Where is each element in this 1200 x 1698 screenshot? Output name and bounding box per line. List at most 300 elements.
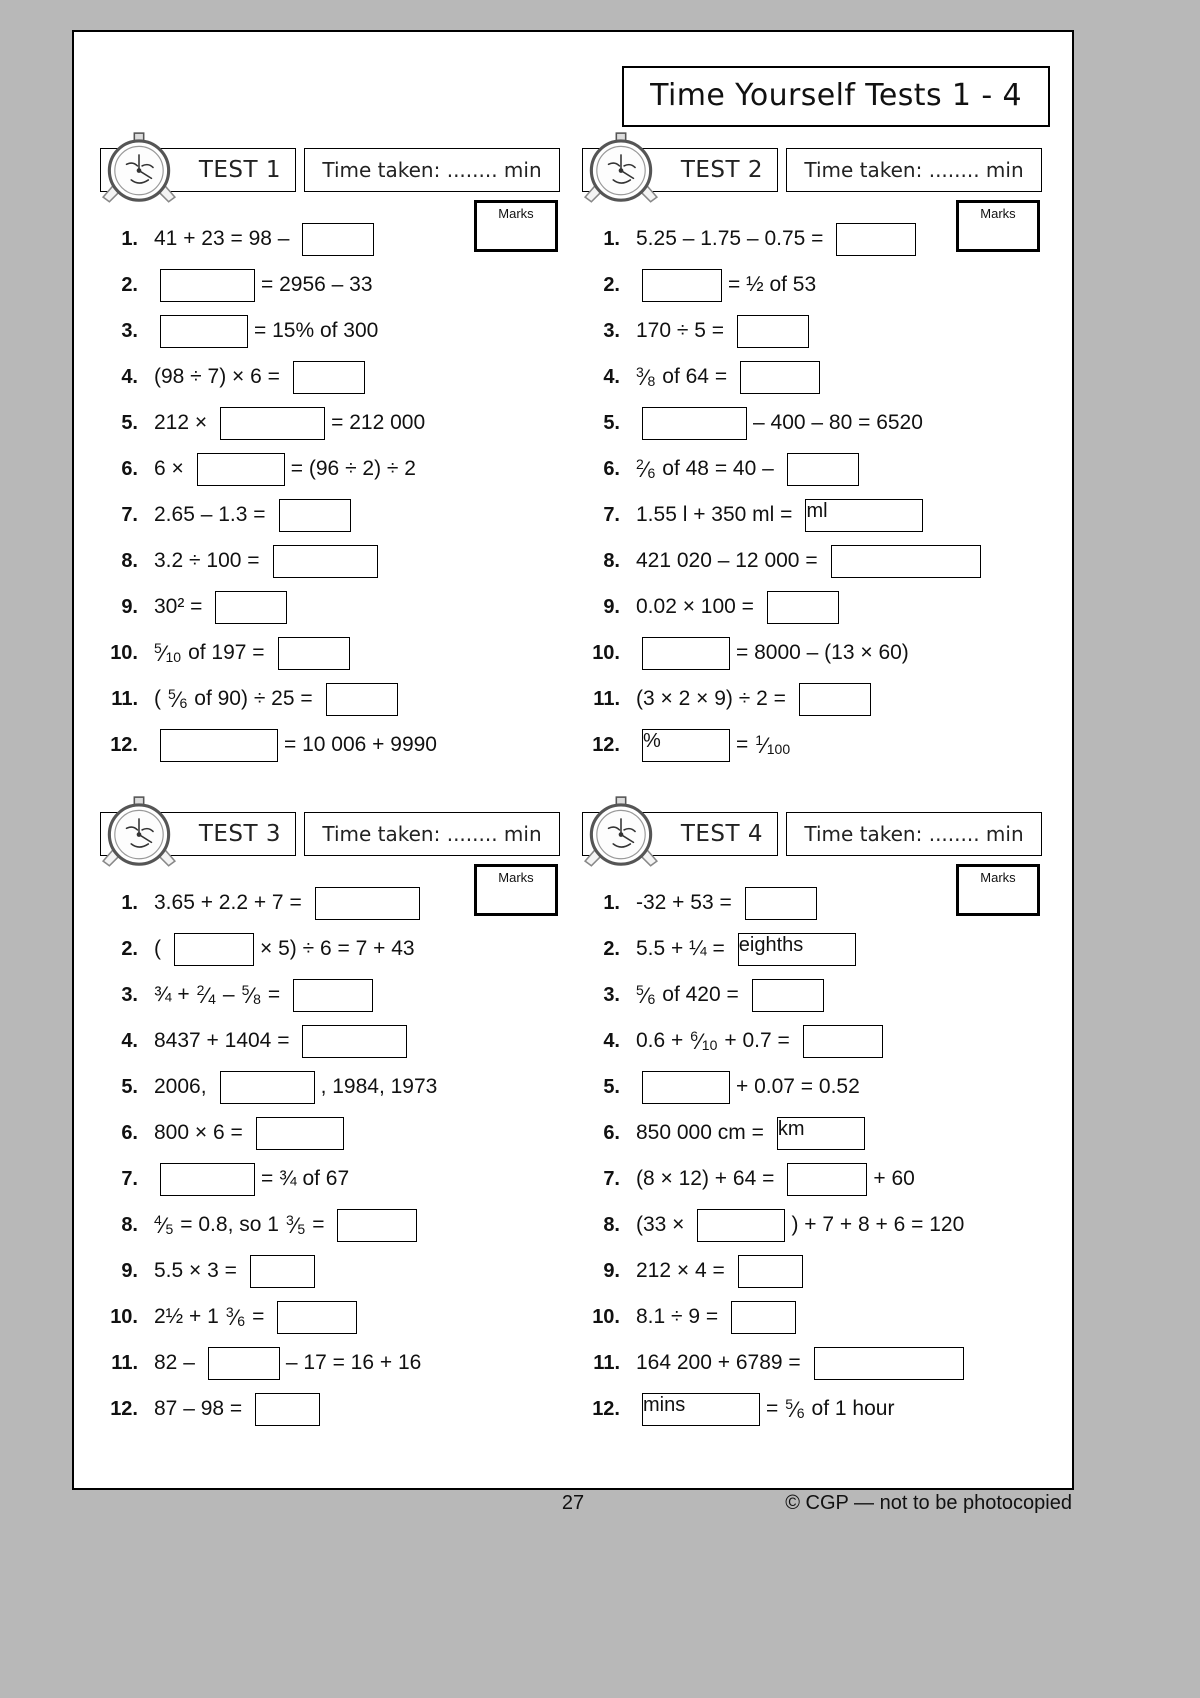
question-number: 1. — [121, 891, 138, 914]
question-row — [576, 1340, 1046, 1386]
question-row — [94, 216, 564, 262]
question-number: 10. — [592, 641, 620, 664]
answer-box[interactable] — [255, 1393, 320, 1426]
fraction — [690, 1029, 717, 1053]
fraction-slash: ⁄ — [643, 983, 648, 1008]
fraction-numerator: 5 — [241, 982, 250, 998]
question-row — [576, 1110, 1046, 1156]
answer-box[interactable] — [737, 315, 809, 348]
marks-label: Marks — [980, 206, 1016, 221]
fraction-slash: ⁄ — [161, 641, 166, 666]
answer-box[interactable] — [745, 887, 817, 920]
question-row — [94, 584, 564, 630]
question-text: = — [766, 1397, 779, 1420]
question-text: of 420 = — [662, 983, 739, 1006]
question-body — [636, 1347, 970, 1380]
fraction-slash: ⁄ — [204, 983, 209, 1008]
question-row — [576, 1064, 1046, 1110]
question-text: = ½ of 53 — [728, 273, 817, 296]
answer-box[interactable]: mins — [642, 1393, 760, 1426]
question-number: 4. — [121, 1029, 138, 1052]
test-header — [94, 140, 564, 198]
test-block-2 — [576, 140, 1046, 758]
question-text: 212 × — [154, 411, 208, 434]
question-text: 164 200 + 6789 = — [636, 1351, 801, 1374]
question-body — [154, 315, 385, 348]
question-number: 12. — [110, 733, 138, 756]
fraction-numerator: 3 — [636, 364, 644, 380]
answer-box[interactable] — [642, 407, 747, 440]
question-body — [636, 223, 922, 256]
question-body — [636, 637, 916, 670]
question-number: 11. — [111, 687, 138, 710]
question-row — [94, 1340, 564, 1386]
question-text: + 0.07 = 0.52 — [736, 1075, 860, 1098]
answer-box[interactable] — [220, 407, 325, 440]
fraction-denominator: 6 — [179, 695, 188, 711]
question-text: 82 – — [154, 1351, 195, 1374]
marks-label: Marks — [498, 206, 534, 221]
question-body — [636, 315, 815, 348]
question-text: = — [736, 733, 749, 756]
question-text: (33 × — [636, 1213, 685, 1236]
question-text: 212 × 4 = — [636, 1259, 725, 1282]
question-text: = — [312, 1213, 325, 1236]
question-text: 5.5 + ¼ = — [636, 937, 725, 960]
question-body — [636, 1255, 809, 1288]
fraction — [154, 1213, 173, 1237]
question-row — [94, 492, 564, 538]
question-number: 10. — [110, 641, 138, 664]
fraction-denominator: 8 — [647, 373, 656, 389]
test-name-label: TEST 4 — [680, 821, 763, 847]
question-row — [94, 262, 564, 308]
question-text: + 60 — [873, 1167, 915, 1190]
question-number: 5. — [603, 1075, 620, 1098]
question-row — [94, 972, 564, 1018]
fraction-numerator: 4 — [154, 1212, 162, 1228]
answer-box[interactable] — [302, 223, 374, 256]
answer-box[interactable] — [315, 887, 420, 920]
question-body — [154, 887, 426, 920]
test-header — [94, 804, 564, 862]
question-number: 1. — [603, 891, 620, 914]
answer-box[interactable] — [738, 1255, 803, 1288]
question-row — [576, 1202, 1046, 1248]
question-row — [94, 1248, 564, 1294]
question-row — [94, 354, 564, 400]
question-text: = (96 ÷ 2) ÷ 2 — [290, 457, 416, 480]
question-row — [94, 1110, 564, 1156]
time-taken-box[interactable] — [304, 812, 560, 856]
question-body — [154, 1071, 444, 1104]
time-taken-box[interactable] — [786, 812, 1042, 856]
answer-box[interactable] — [174, 933, 254, 966]
answer-box[interactable] — [278, 637, 350, 670]
question-row — [94, 538, 564, 584]
answer-box[interactable] — [337, 1209, 417, 1242]
answer-box[interactable] — [752, 979, 824, 1012]
question-body — [636, 361, 826, 394]
question-text: 421 020 – 12 000 = — [636, 549, 818, 572]
question-row — [94, 446, 564, 492]
question-list — [576, 880, 1046, 1432]
question-body — [154, 1163, 356, 1196]
question-row — [576, 216, 1046, 262]
question-row — [576, 308, 1046, 354]
test-name-label: TEST 3 — [198, 821, 281, 847]
question-text: -32 + 53 = — [636, 891, 732, 914]
fraction-denominator: 10 — [701, 1037, 718, 1053]
question-text: = ¾ of 67 — [261, 1167, 350, 1190]
fraction — [636, 457, 655, 481]
question-number: 3. — [603, 319, 620, 342]
page-number: 27 — [561, 1492, 585, 1514]
fraction-slash: ⁄ — [293, 1213, 298, 1238]
question-text: ¾ + — [154, 983, 190, 1006]
question-body — [636, 1163, 922, 1196]
fraction-numerator: 5 — [785, 1396, 794, 1412]
fraction-slash: ⁄ — [249, 983, 254, 1008]
question-number: 8. — [603, 1213, 620, 1236]
fraction-denominator: 6 — [237, 1313, 246, 1329]
question-text: 87 – 98 = — [154, 1397, 243, 1420]
answer-box[interactable] — [642, 637, 730, 670]
stopwatch-icon — [100, 130, 178, 208]
question-text: of 197 = — [188, 641, 265, 664]
question-number: 2. — [121, 273, 138, 296]
question-number: 3. — [121, 319, 138, 342]
question-text: ( — [154, 937, 161, 960]
answer-box[interactable] — [740, 361, 820, 394]
question-row — [576, 354, 1046, 400]
question-text: 30² = — [154, 595, 203, 618]
question-text: 0.6 + — [636, 1029, 684, 1052]
question-number: 6. — [121, 1121, 138, 1144]
fraction — [286, 1213, 305, 1237]
fraction-slash: ⁄ — [793, 1397, 797, 1422]
question-text: = — [267, 983, 281, 1006]
question-text: (8 × 12) + 64 = — [636, 1167, 775, 1190]
question-body — [636, 933, 862, 966]
question-text: – 17 = 16 + 16 — [285, 1351, 422, 1374]
question-row — [576, 722, 1046, 768]
answer-box[interactable] — [215, 591, 287, 624]
answer-box[interactable] — [160, 315, 248, 348]
question-body — [154, 1301, 363, 1334]
answer-box[interactable] — [208, 1347, 280, 1380]
fraction — [168, 687, 187, 711]
fraction-numerator: 2 — [636, 456, 644, 472]
time-taken-label: Time taken: ........ min — [322, 158, 542, 182]
question-body — [636, 1117, 871, 1150]
fraction-slash: ⁄ — [643, 365, 648, 390]
question-number: 4. — [121, 365, 138, 388]
question-body — [154, 683, 404, 716]
question-number: 9. — [121, 1259, 138, 1282]
question-body — [154, 499, 357, 532]
answer-box[interactable] — [326, 683, 398, 716]
question-text: 850 000 cm = — [636, 1121, 764, 1144]
fraction-denominator: 4 — [208, 991, 216, 1007]
question-body — [154, 1255, 321, 1288]
stopwatch-icon — [582, 130, 660, 208]
answer-box[interactable] — [697, 1209, 785, 1242]
question-number: 8. — [121, 549, 138, 572]
fraction-denominator: 5 — [165, 1221, 174, 1237]
question-number: 6. — [603, 1121, 620, 1144]
answer-box[interactable] — [814, 1347, 964, 1380]
fraction-numerator: 6 — [690, 1028, 699, 1044]
answer-box[interactable] — [767, 591, 839, 624]
fraction — [154, 641, 181, 665]
answer-box[interactable] — [302, 1025, 407, 1058]
fraction — [226, 1305, 245, 1329]
question-number: 1. — [603, 227, 620, 250]
question-body — [154, 637, 356, 670]
question-number: 12. — [592, 733, 620, 756]
question-list — [94, 880, 564, 1432]
question-body — [636, 1025, 889, 1058]
fraction-denominator: 100 — [766, 741, 791, 757]
question-text: 41 + 23 = 98 – — [154, 227, 290, 250]
answer-box[interactable] — [787, 453, 859, 486]
copyright-notice: © CGP — not to be photocopied — [785, 1492, 1072, 1514]
question-number: 9. — [603, 595, 620, 618]
question-text: ( — [154, 687, 161, 710]
question-number: 5. — [603, 411, 620, 434]
question-text: 8437 + 1404 = — [154, 1029, 290, 1052]
question-text: , 1984, 1973 — [320, 1075, 438, 1098]
question-row — [576, 400, 1046, 446]
question-text: 5.5 × 3 = — [154, 1259, 237, 1282]
question-body — [636, 1393, 901, 1426]
page-title: Time Yourself Tests 1 - 4 — [650, 78, 1022, 113]
answer-box[interactable] — [160, 269, 255, 302]
question-row — [94, 926, 564, 972]
question-row — [94, 676, 564, 722]
fraction-slash: ⁄ — [175, 687, 180, 712]
fraction-slash: ⁄ — [763, 733, 767, 758]
question-text: 0.02 × 100 = — [636, 595, 754, 618]
fraction — [636, 983, 655, 1007]
question-row — [94, 400, 564, 446]
question-row — [94, 1386, 564, 1432]
question-text: = 2956 – 33 — [261, 273, 373, 296]
test-block-4 — [576, 804, 1046, 1422]
question-text: (98 ÷ 7) × 6 = — [154, 365, 280, 388]
question-text: = 10 006 + 9990 — [284, 733, 437, 756]
answer-box[interactable] — [731, 1301, 796, 1334]
marks-label: Marks — [498, 870, 534, 885]
question-number: 11. — [111, 1351, 138, 1374]
answer-box[interactable]: eighths — [738, 933, 856, 966]
question-body — [636, 887, 823, 920]
question-text: = 8000 – (13 × 60) — [736, 641, 909, 664]
fraction-numerator: 3 — [225, 1304, 234, 1320]
question-text: 2½ + 1 — [154, 1305, 219, 1328]
question-text: ) + 7 + 8 + 6 = 120 — [791, 1213, 965, 1236]
question-number: 3. — [603, 983, 620, 1006]
question-body — [154, 1393, 326, 1426]
question-body — [154, 979, 379, 1012]
fraction-denominator: 5 — [297, 1221, 306, 1237]
question-number: 11. — [593, 687, 620, 710]
answer-box[interactable] — [256, 1117, 344, 1150]
question-text: 2006, — [154, 1075, 207, 1098]
question-number: 5. — [121, 411, 138, 434]
answer-box[interactable] — [803, 1025, 883, 1058]
question-body — [636, 453, 865, 486]
answer-box[interactable] — [279, 499, 351, 532]
answer-box[interactable] — [160, 1163, 255, 1196]
test-block-1 — [94, 140, 564, 756]
question-row — [576, 446, 1046, 492]
question-number: 12. — [592, 1397, 620, 1420]
question-body — [154, 1025, 413, 1058]
fraction-slash: ⁄ — [698, 1029, 702, 1054]
fraction-slash: ⁄ — [161, 1213, 166, 1238]
question-text: 5.25 – 1.75 – 0.75 = — [636, 227, 824, 250]
question-body — [154, 1209, 423, 1242]
question-row — [576, 492, 1046, 538]
question-row — [94, 630, 564, 676]
question-body — [636, 499, 929, 532]
question-body — [636, 1209, 971, 1242]
question-text: of 90) ÷ 25 = — [194, 687, 313, 710]
page-footer — [74, 1492, 1072, 1532]
answer-box[interactable] — [836, 223, 916, 256]
answer-box[interactable] — [160, 729, 278, 762]
question-text: = 15% of 300 — [254, 319, 379, 342]
question-number: 7. — [121, 503, 138, 526]
question-row — [94, 1294, 564, 1340]
question-text: – — [222, 983, 235, 1006]
question-number: 10. — [110, 1305, 138, 1328]
fraction-denominator: 6 — [647, 465, 656, 481]
time-taken-box[interactable] — [786, 148, 1042, 192]
fraction-denominator: 6 — [647, 991, 656, 1007]
question-text: = 0.8, so 1 — [180, 1213, 279, 1236]
question-body — [154, 933, 422, 966]
fraction-numerator: 2 — [196, 982, 205, 998]
fraction-numerator: 1 — [755, 732, 764, 748]
question-number: 9. — [603, 1259, 620, 1282]
answer-box[interactable] — [642, 269, 722, 302]
question-body — [154, 729, 444, 762]
fraction — [197, 983, 216, 1007]
question-row — [94, 880, 564, 926]
question-number: 7. — [121, 1167, 138, 1190]
question-text: 170 ÷ 5 = — [636, 319, 725, 342]
question-body — [636, 407, 930, 440]
answer-box[interactable] — [273, 545, 378, 578]
answer-box[interactable] — [277, 1301, 357, 1334]
time-taken-box[interactable] — [304, 148, 560, 192]
fraction — [785, 1397, 804, 1421]
question-row — [94, 1064, 564, 1110]
question-number: 8. — [121, 1213, 138, 1236]
question-number: 7. — [603, 1167, 620, 1190]
question-row — [94, 308, 564, 354]
question-body — [636, 1071, 867, 1104]
question-row — [576, 972, 1046, 1018]
answer-box[interactable] — [642, 1071, 730, 1104]
question-body — [636, 591, 845, 624]
question-text: + 0.7 = — [724, 1029, 790, 1052]
fraction-numerator: 3 — [285, 1212, 294, 1228]
fraction-denominator: 6 — [796, 1405, 805, 1421]
question-text: 3.65 + 2.2 + 7 = — [154, 891, 302, 914]
question-row — [576, 1018, 1046, 1064]
answer-box[interactable] — [293, 979, 373, 1012]
answer-box[interactable] — [787, 1163, 867, 1196]
question-number: 10. — [592, 1305, 620, 1328]
test-header — [576, 804, 1046, 862]
question-body — [154, 1117, 350, 1150]
question-row — [576, 1294, 1046, 1340]
answer-box[interactable] — [293, 361, 365, 394]
fraction — [755, 733, 790, 757]
answer-box[interactable] — [250, 1255, 315, 1288]
fraction-denominator: 10 — [165, 649, 182, 665]
fraction-numerator: 5 — [636, 982, 644, 998]
question-row — [576, 676, 1046, 722]
stopwatch-icon — [100, 794, 178, 872]
answer-box[interactable] — [831, 545, 981, 578]
question-row — [576, 1248, 1046, 1294]
question-number: 2. — [121, 937, 138, 960]
answer-box[interactable] — [197, 453, 285, 486]
question-row — [94, 1202, 564, 1248]
question-body — [636, 545, 987, 578]
test-block-3 — [94, 804, 564, 1420]
fraction-denominator: 8 — [253, 991, 261, 1007]
question-text: 1.55 l + 350 ml = — [636, 503, 793, 526]
answer-box[interactable]: km — [777, 1117, 865, 1150]
question-body — [636, 979, 830, 1012]
question-body — [154, 453, 423, 486]
fraction-slash: ⁄ — [233, 1305, 238, 1330]
question-body — [636, 269, 823, 302]
test-name-label: TEST 2 — [680, 157, 763, 183]
question-text: 8.1 ÷ 9 = — [636, 1305, 719, 1328]
marks-label: Marks — [980, 870, 1016, 885]
question-text: (3 × 2 × 9) ÷ 2 = — [636, 687, 786, 710]
question-number: 7. — [603, 503, 620, 526]
question-text: of 1 hour — [811, 1397, 895, 1420]
fraction — [636, 365, 655, 389]
fraction-numerator: 5 — [168, 686, 176, 702]
test-name-label: TEST 1 — [198, 157, 281, 183]
answer-box[interactable] — [799, 683, 871, 716]
question-number: 2. — [603, 937, 620, 960]
question-text: 3.2 ÷ 100 = — [154, 549, 260, 572]
answer-box[interactable] — [220, 1071, 315, 1104]
question-row — [94, 1018, 564, 1064]
question-text: = — [252, 1305, 265, 1328]
question-text: of 48 = 40 – — [662, 457, 774, 480]
time-taken-label: Time taken: ........ min — [322, 822, 542, 846]
question-row — [576, 584, 1046, 630]
answer-box[interactable]: ml — [805, 499, 923, 532]
question-number: 11. — [593, 1351, 620, 1374]
question-number: 5. — [121, 1075, 138, 1098]
answer-box[interactable]: % — [642, 729, 730, 762]
question-body — [154, 407, 432, 440]
question-row — [576, 262, 1046, 308]
question-number: 3. — [121, 983, 138, 1006]
